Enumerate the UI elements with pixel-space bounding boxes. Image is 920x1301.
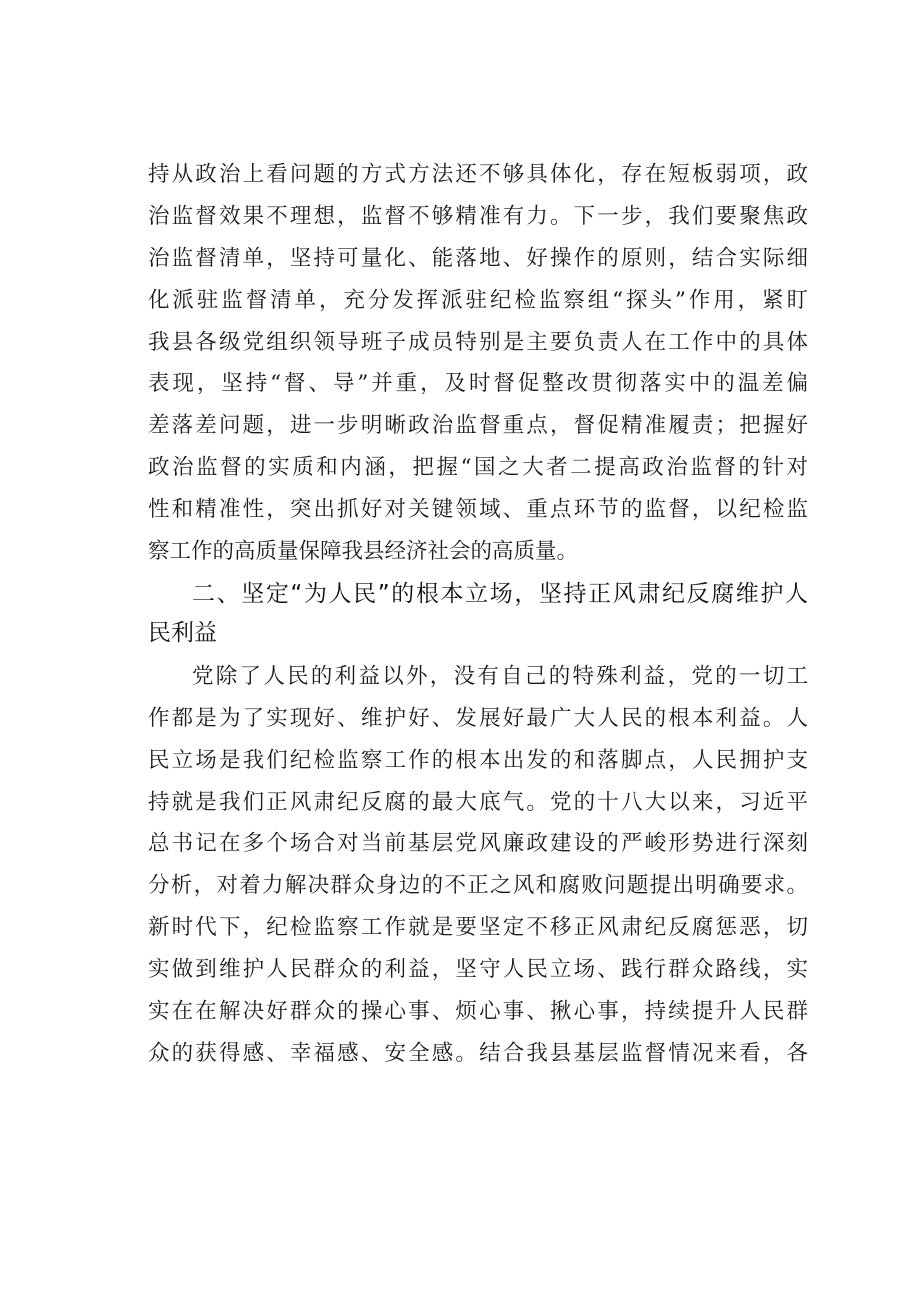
- paragraph-line: 化派驻监督清单，充分发挥派驻纪检监察组“探头”作用，紧盯: [148, 287, 808, 313]
- section-heading: [148, 575, 808, 653]
- document-body: [148, 154, 808, 1075]
- paragraph-line: 治监督效果不理想，监督不够精准有力。下一步，我们要聚焦政: [148, 203, 808, 229]
- paragraph-line: 持就是我们正风肃纪反腐的最大底气。党的十八大以来，习近平: [148, 789, 808, 815]
- paragraph-line: 总书记在多个场合对当前基层党风廉政建设的严峻形势进行深刻: [148, 831, 808, 857]
- paragraph-line: 众的获得感、幸福感、安全感。结合我县基层监督情况来看，各: [148, 1040, 808, 1066]
- paragraph-line: 持从政治上看问题的方式方法还不够具体化，存在短板弱项，政: [148, 162, 808, 187]
- paragraph-line: 新时代下，纪检监察工作就是要坚定不移正风肃纪反腐惩恶，切: [148, 915, 808, 941]
- paragraph-line: 差落差问题，进一步明晰政治监督重点，督促精准履责；把握好: [148, 413, 808, 439]
- section-heading-line: 二、坚定“为人民”的根本立场，坚持正风肃纪反腐维护人: [192, 580, 808, 607]
- paragraph-line: 政治监督的实质和内涵，把握“国之大者二提高政治监督的针对: [148, 455, 808, 481]
- paragraph-line: 我县各级党组织领导班子成员特别是主要负责人在工作中的具体: [148, 329, 808, 355]
- paragraph-line: 作都是为了实现好、维护好、发展好最广大人民的根本利益。人: [148, 705, 808, 731]
- paragraph-people-stance: [148, 656, 808, 1075]
- paragraph-political-supervision: [148, 154, 808, 573]
- paragraph-line: 治监督清单，坚持可量化、能落地、好操作的原则，结合实际细: [148, 245, 808, 271]
- paragraph-line: 实做到维护人民群众的利益，坚守人民立场、践行群众路线，实: [148, 957, 808, 983]
- paragraph-line: 表现，坚持“督、导”并重，及时督促整改贯彻落实中的温差偏: [148, 371, 808, 397]
- paragraph-line: 性和精准性，突出抓好对关键领域、重点环节的监督，以纪检监: [148, 497, 808, 523]
- section-heading-line: 民利益: [148, 619, 217, 646]
- paragraph-line: 党除了人民的利益以外，没有自己的特殊利益，党的一切工: [192, 663, 808, 689]
- paragraph-line: 民立场是我们纪检监察工作的根本出发的和落脚点，人民拥护支: [148, 747, 808, 773]
- paragraph-line: 分析，对着力解决群众身边的不正之风和腐败问题提出明确要求。: [148, 873, 808, 899]
- paragraph-line: 察工作的高质量保障我县经济社会的高质量。: [148, 539, 579, 565]
- paragraph-line: 实在在解决好群众的操心事、烦心事、揪心事，持续提升人民群: [148, 999, 808, 1025]
